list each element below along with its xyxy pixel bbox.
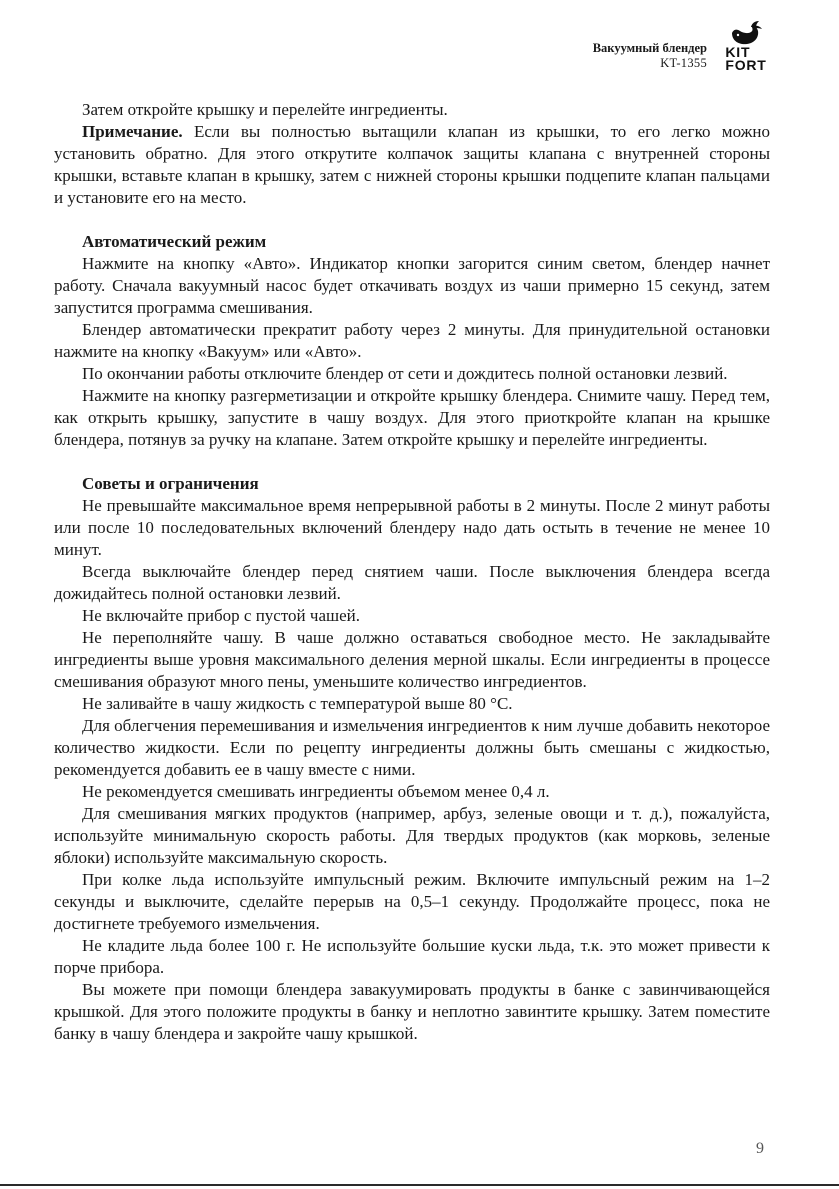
- section-paragraph: Не превышайте максимальное время непрерывной работы в 2 минуты. После 2 минут работы или после 10 последовательных включений блендеру надо дать остыть в течение не менее 10 минут.: [54, 496, 770, 559]
- note-paragraph: [54, 121, 770, 209]
- section-paragraph: Не включайте прибор с пустой чашей.: [82, 606, 360, 625]
- note-label: Примечание.: [82, 122, 183, 141]
- section-paragraph: Для смешивания мягких продуктов (например, арбуз, зеленые овощи и т. д.), пожалуйста, используйте минимальную скорость работы. Для твердых продуктов (как морковь, зеленые яблоки) используйте максимальную скорость.: [54, 804, 770, 867]
- brand-logo: [721, 20, 771, 72]
- section-title-tips: Советы и ограничения: [82, 474, 259, 493]
- section-paragraph: При колке льда используйте импульсный режим. Включите импульсный режим на 1–2 секунды и выключите, сделайте перерыв на 0,5–1 секунду. Продолжайте процесс, пока не достигнете требуемого измельчения.: [54, 870, 770, 933]
- section-paragraph: Нажмите на кнопку «Авто». Индикатор кнопки загорится синим светом, блендер начнет работу. Сначала вакуумный насос будет откачивать воздух из чаши примерно 15 секунд, затем запустится программа смешивания.: [54, 254, 770, 317]
- section-paragraph: Блендер автоматически прекратит работу через 2 минуты. Для принудительной остановки нажмите на кнопку «Вакуум» или «Авто».: [54, 320, 770, 361]
- intro-paragraph: Затем откройте крышку и перелейте ингредиенты.: [82, 100, 448, 119]
- whale-icon: [729, 20, 763, 46]
- section-title-auto-mode: Автоматический режим: [82, 232, 267, 251]
- header-text: [593, 41, 707, 72]
- brand-wordmark-line1: KIT: [725, 44, 751, 60]
- header-model-number: KT-1355: [660, 56, 707, 70]
- header-product-name: Вакуумный блендер: [592, 41, 707, 55]
- section-paragraph: Не рекомендуется смешивать ингредиенты объемом менее 0,4 л.: [82, 782, 550, 801]
- section-paragraph: Вы можете при помощи блендера завакуумировать продукты в банке с завинчивающейся крышкой. Для этого положите продукты в банку и неплотно завинтите крышку. Затем поместите банку в чашу блендера и закройте чашу крышкой.: [54, 980, 770, 1043]
- section-paragraph: По окончании работы отключите блендер от сети и дождитесь полной остановки лезвий.: [82, 364, 728, 383]
- section-paragraph: Не кладите льда более 100 г. Не используйте большие куски льда, т.к. это может привести к порче прибора.: [54, 936, 770, 977]
- section-paragraph: Для облегчения перемешивания и измельчения ингредиентов к ним лучше добавить некоторое количество жидкости. Если по рецепту ингредиенты должны быть смешаны с жидкостью, рекомендуется добавить ее в чашу вместе с ними.: [54, 716, 770, 779]
- note-text: Если вы полностью вытащили клапан из крышки, то его легко можно установить обратно. Для этого открутите колпачок защиты клапана с внутренней стороны крышки, вставьте клапан в крышку, затем с нижней стороны крышки подцепите клапан пальцами и установите его на место.: [54, 122, 770, 207]
- page-header: [593, 20, 771, 72]
- brand-wordmark: [725, 46, 766, 72]
- page-content: [54, 99, 770, 1045]
- section-paragraph: Не переполняйте чашу. В чаше должно оставаться свободное место. Не закладывайте ингредиенты выше уровня максимального деления мерной шкалы. Если ингредиенты в процессе смешивания образуют много пены, уменьшите количество ингредиентов.: [54, 628, 770, 691]
- section-paragraph: Не заливайте в чашу жидкость с температурой выше 80 °C.: [82, 694, 513, 713]
- bottom-rule: [0, 1184, 839, 1186]
- page-number: 9: [756, 1140, 764, 1157]
- brand-wordmark-line2: FORT: [725, 57, 767, 73]
- section-paragraph: Нажмите на кнопку разгерметизации и откройте крышку блендера. Снимите чашу. Перед тем, как открыть крышку, запустите в чашу воздух. Для этого приоткройте клапан на крышке блендера, потянув за ручку на клапане. Затем откройте крышку и перелейте ингредиенты.: [54, 386, 770, 449]
- section-paragraph: Всегда выключайте блендер перед снятием чаши. После выключения блендера всегда дожидайтесь полной остановки лезвий.: [54, 562, 770, 603]
